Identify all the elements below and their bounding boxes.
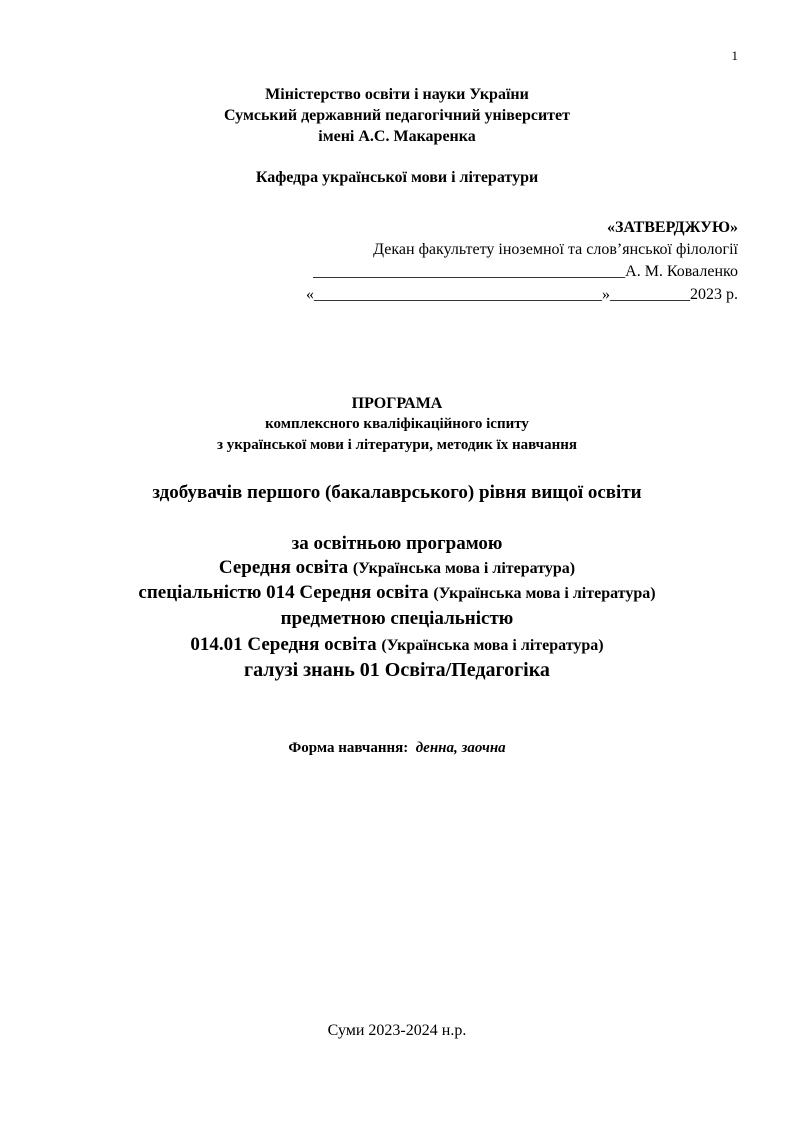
subject-specialty-paren: (Українська мова і література) xyxy=(381,637,604,654)
specialty-paren: (Українська мова і література) xyxy=(433,585,656,602)
subject-specialty-label: предметною спеціальністю xyxy=(280,608,514,629)
university-name: Сумський державний педагогічний університет xyxy=(224,107,570,124)
subject-specialty-line xyxy=(0,634,794,656)
study-form-label: Форма навчання: xyxy=(288,740,409,756)
approval-date-line: «____________________________________»__________2023 р. xyxy=(306,286,738,303)
specialty-line xyxy=(0,582,794,604)
department-name: Кафедра української мови і літератури xyxy=(255,169,539,186)
program-subtitle-1: комплексного кваліфікаційного іспиту xyxy=(265,416,529,432)
edu-program-main: Середня освіта xyxy=(218,557,353,578)
edu-program-name xyxy=(0,557,794,579)
approval-position: Декан факультету іноземної та слов’янської філології xyxy=(373,241,738,258)
approval-signature-line: _______________________________________А. М. Коваленко xyxy=(313,263,738,280)
specialty-main: спеціальністю 014 Середня освіта xyxy=(138,582,434,603)
study-form xyxy=(0,740,794,757)
page-number: 1 xyxy=(731,48,738,63)
ministry-name: Міністерство освіти і науки України xyxy=(265,86,529,103)
study-form-value: денна, заочна xyxy=(415,740,506,756)
edu-program-label: за освітньою програмою xyxy=(291,533,503,554)
field-of-knowledge: галузі знань 01 Освіта/Педагогіка xyxy=(244,659,550,681)
university-named-after: імені А.С. Макаренка xyxy=(318,128,476,145)
education-level: здобувачів першого (бакалаврського) рівня вищої освіти xyxy=(152,482,642,503)
footer-place-year: Суми 2023-2024 н.р. xyxy=(327,1022,467,1039)
program-subtitle-2: з української мови і літератури, методик їх навчання xyxy=(217,437,577,453)
program-title: ПРОГРАМА xyxy=(351,395,443,412)
approval-title: «ЗАТВЕРДЖУЮ» xyxy=(606,219,738,236)
edu-program-paren: (Українська мова і література) xyxy=(352,560,576,577)
subject-specialty-main: 014.01 Середня освіта xyxy=(190,634,382,655)
